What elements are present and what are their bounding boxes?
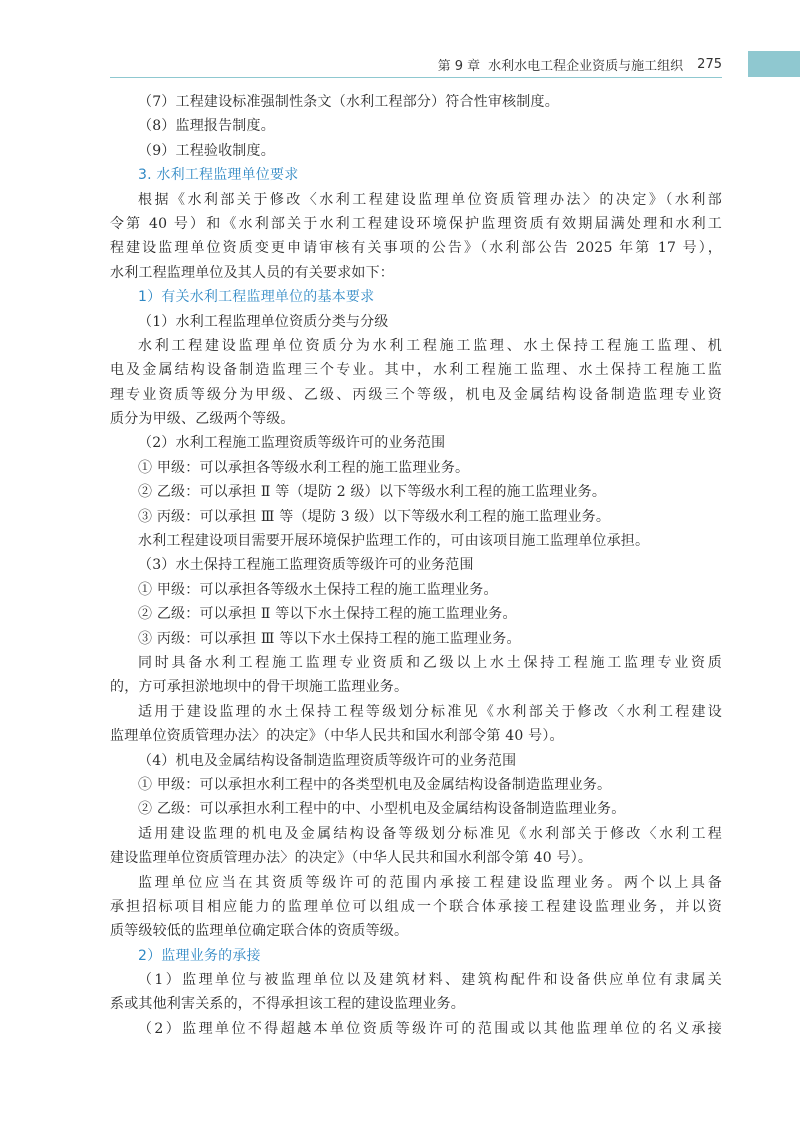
paragraph-line: 监理单位资质管理办法〉的决定》（中华人民共和国水利部令第 40 号）。 bbox=[110, 728, 564, 745]
paragraph-line: 质等级较低的监理单位确定联合体的资质等级。 bbox=[110, 923, 409, 940]
list-item: （9）工程验收制度。 bbox=[138, 142, 275, 159]
page-number: 275 bbox=[697, 56, 722, 72]
list-item: （7）工程建设标准强制性条文（水利工程部分）符合性审核制度。 bbox=[138, 94, 559, 110]
paragraph-line: 根据《水利部关于修改〈水利工程建设监理单位资质管理办法〉的决定》（水利部 bbox=[138, 191, 722, 208]
paragraph-line: 适用建设监理的机电及金属结构设备等级划分标准见《水利部关于修改〈水利工程 bbox=[138, 825, 722, 842]
paragraph-line: 令第 40 号）和《水利部关于水利工程建设环境保护监理资质有效期届满处理和水利工 bbox=[110, 215, 722, 232]
item-heading: （4）机电及金属结构设备制造监理资质等级许可的业务范围 bbox=[138, 752, 517, 769]
list-item: ③ 丙级：可以承担 Ⅲ 等以下水土保持工程的施工监理业务。 bbox=[138, 630, 521, 647]
paragraph-line: 建设监理单位资质管理办法〉的决定》（中华人民共和国水利部令第 40 号）。 bbox=[110, 850, 593, 867]
chapter-label: 第 9 章 bbox=[437, 58, 481, 74]
list-item: ② 乙级：可以承担 Ⅱ 等以下水土保持工程的施工监理业务。 bbox=[138, 606, 517, 623]
subsection-heading: 1）有关水利工程监理单位的基本要求 bbox=[138, 289, 375, 306]
list-item: （8）监理报告制度。 bbox=[138, 118, 275, 135]
paragraph-line: 质分为甲级、乙级两个等级。 bbox=[110, 411, 295, 428]
chapter-title: 水利水电工程企业资质与施工组织 bbox=[488, 58, 684, 74]
paragraph-line: 电及金属结构设备制造监理三个专业。其中，水利工程施工监理、水土保持工程施工监 bbox=[110, 362, 722, 379]
list-item: ① 甲级：可以承担各等级水利工程的施工监理业务。 bbox=[138, 459, 470, 476]
running-header bbox=[110, 51, 722, 78]
item-heading: （3）水土保持工程施工监理资质等级许可的业务范围 bbox=[138, 557, 474, 574]
section-heading: 3. 水利工程监理单位要求 bbox=[138, 167, 299, 184]
page-body bbox=[110, 90, 722, 1041]
paragraph-line: 同时具备水利工程施工监理专业资质和乙级以上水土保持工程施工监理专业资质 bbox=[138, 654, 722, 671]
paragraph-line: 监理单位应当在其资质等级许可的范围内承接工程建设监理业务。两个以上具备 bbox=[138, 874, 722, 891]
paragraph-line: 承担招标项目相应能力的监理单位可以组成一个联合体承接工程建设监理业务，并以资 bbox=[110, 898, 722, 915]
edge-tab-decoration bbox=[748, 51, 800, 77]
paragraph-line: （1）监理单位与被监理单位以及建筑材料、建筑构配件和设备供应单位有隶属关 bbox=[138, 972, 722, 989]
paragraph-line: 的，方可承担淤地坝中的骨干坝施工监理业务。 bbox=[110, 679, 409, 696]
list-item: ① 甲级：可以承担水利工程中的各类型机电及金属结构设备制造监理业务。 bbox=[138, 776, 612, 793]
paragraph-line: 程建设监理单位资质变更申请审核有关事项的公告》（水利部公告 2025 年第 17 号）， bbox=[110, 240, 722, 257]
paragraph-line: 适用于建设监理的水土保持工程等级划分标准见《水利部关于修改〈水利工程建设 bbox=[138, 703, 722, 720]
paragraph-line: 水利工程监理单位及其人员的有关要求如下： bbox=[110, 264, 394, 281]
paragraph-line: 水利工程建设项目需要开展环境保护监理工作的，可由该项目施工监理单位承担。 bbox=[138, 533, 650, 550]
paragraph-line: 系或其他利害关系的，不得承担该工程的建设监理业务。 bbox=[110, 996, 465, 1013]
list-item: ③ 丙级：可以承担 Ⅲ 等（堤防 3 级）以下等级水利工程的施工监理业务。 bbox=[138, 508, 611, 525]
list-item: ② 乙级：可以承担水利工程中的中、小型机电及金属结构设备制造监理业务。 bbox=[138, 801, 626, 818]
list-item: ① 甲级：可以承担各等级水土保持工程的施工监理业务。 bbox=[138, 581, 498, 598]
subsection-heading: 2）监理业务的承接 bbox=[138, 947, 261, 964]
paragraph-line: 水利工程建设监理单位资质分为水利工程施工监理、水土保持工程施工监理、机 bbox=[138, 337, 722, 354]
item-heading: （1）水利工程监理单位资质分类与分级 bbox=[138, 313, 389, 330]
paragraph-line: 理专业资质等级分为甲级、乙级、丙级三个等级，机电及金属结构设备制造监理专业资 bbox=[110, 386, 722, 403]
list-item: ② 乙级：可以承担 Ⅱ 等（堤防 2 级）以下等级水利工程的施工监理业务。 bbox=[138, 484, 607, 501]
item-heading: （2）水利工程施工监理资质等级许可的业务范围 bbox=[138, 435, 446, 452]
paragraph-line: （2）监理单位不得超越本单位资质等级许可的范围或以其他监理单位的名义承接 bbox=[138, 1020, 722, 1037]
